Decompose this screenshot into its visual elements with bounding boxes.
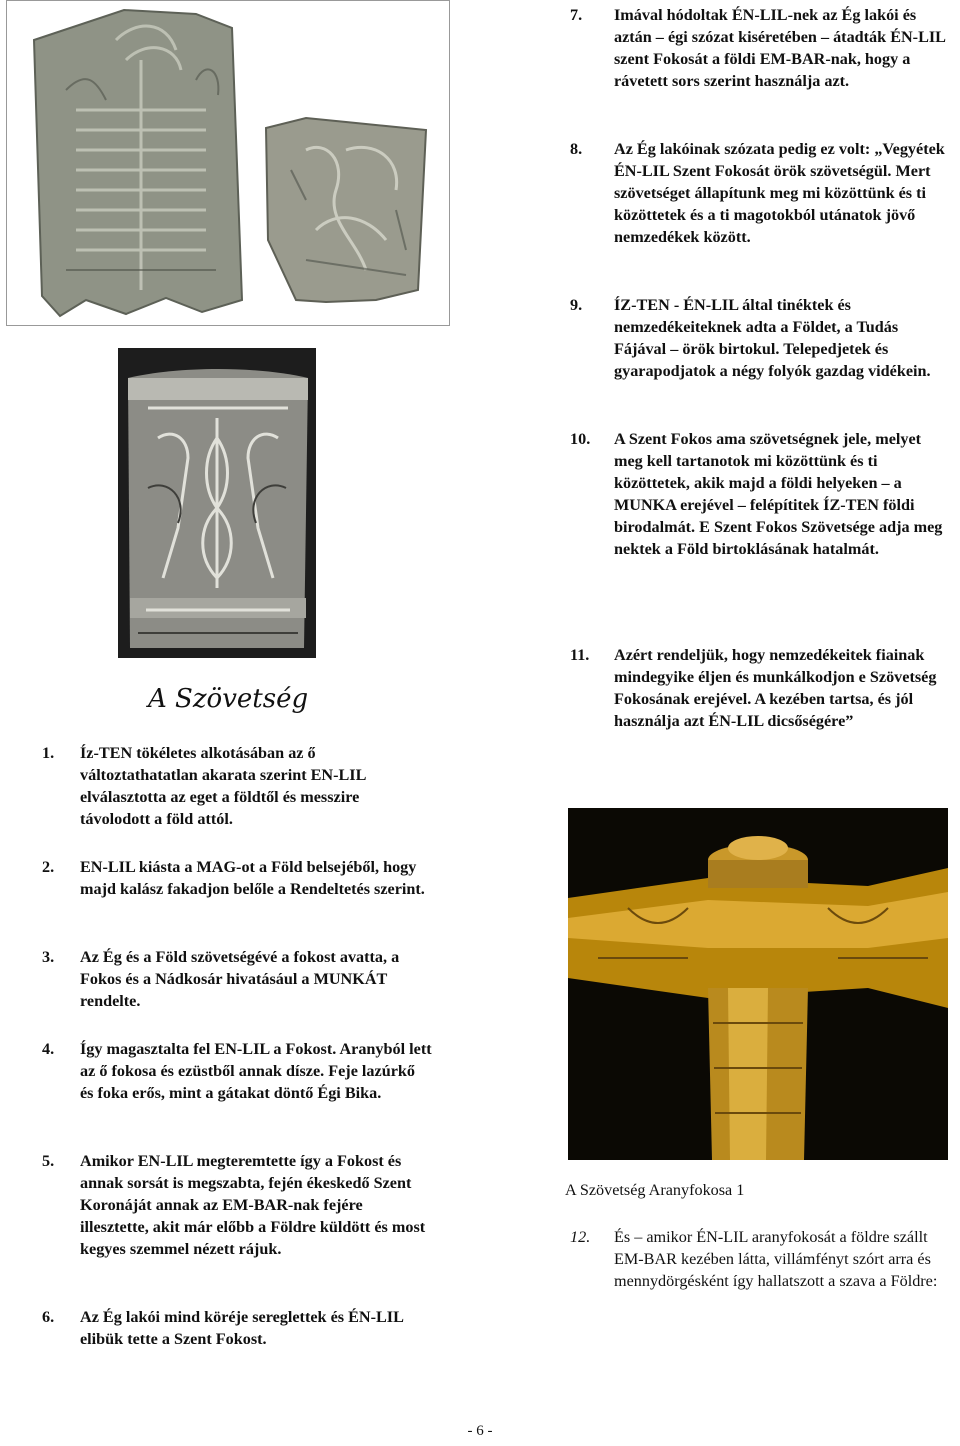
golden-axe-image bbox=[568, 808, 948, 1160]
paragraph-number: 1. bbox=[42, 744, 55, 762]
paragraph-7 bbox=[570, 4, 952, 92]
paragraph-text: Imával hódoltak ÉN-LIL-nek az Ég lakói és aztán – égi szózat kiséretében – átadták ÉN-LIL szent Fokosát a földi EM-BAR-nak, hogy a rávetett sors szerint használja azt. bbox=[614, 6, 946, 90]
paragraph-text: A Szent Fokos ama szövetségnek jele, melyet meg kell tartanotok mi közöttünk és ti közöttetek, akik majd a földi helyeken – a MUNKA erejével – felépítitek ÍZ-TEN földi birodalmát. E Szent Fokos Szövetsége adja meg nektek a Föld birtoklásának hatalmát. bbox=[614, 430, 943, 558]
paragraph-text: Az Ég lakóinak szózata pedig ez volt: „Vegyétek ÉN-LIL Szent Fokosát örök szövetségül. Mert szövetséget állapítunk meg mi közöttünk és ti közöttetek és a ti magotokból utánatok jövő nemzedékek között. bbox=[614, 140, 945, 246]
paragraph-text: ÍZ-TEN - ÉN-LIL által tinéktek és nemzedékeiteknek adta a Földet, a Tudás Fájával – örök birtokul. Telepedjetek és gyarapodjatok a négy folyók gazdag vidékein. bbox=[614, 296, 931, 380]
paragraph-5 bbox=[42, 1150, 432, 1260]
paragraph-number: 12. bbox=[570, 1228, 591, 1246]
paragraph-number: 3. bbox=[42, 948, 55, 966]
paragraph-number: 2. bbox=[42, 858, 55, 876]
paragraph-text: És – amikor ÉN-LIL aranyfokosát a földre szállt EM-BAR kezében látta, villámfényt szórt arra és mennydörgésként így hallatszott a szava a Földre: bbox=[614, 1228, 938, 1290]
paragraph-text: EN-LIL kiásta a MAG-ot a Föld belsejéből, hogy majd kalász fakadjon belőle a Rendeltetés szerint. bbox=[80, 858, 425, 898]
paragraph-text: Az Ég lakói mind köréje sereglettek és ÉN-LIL elibük tette a Szent Fokost. bbox=[80, 1308, 403, 1348]
paragraph-1 bbox=[42, 742, 432, 830]
paragraph-11 bbox=[570, 644, 960, 732]
paragraph-12 bbox=[570, 1226, 954, 1292]
paragraph-2 bbox=[42, 856, 432, 900]
paragraph-text: Az Ég és a Föld szövetségévé a fokost avatta, a Fokos és a Nádkosár hivatásául a MUNKÁT rendelte. bbox=[80, 948, 400, 1010]
paragraph-number: 6. bbox=[42, 1308, 55, 1326]
paragraph-number: 9. bbox=[570, 296, 583, 314]
page-number: - 6 - bbox=[467, 1423, 493, 1439]
paragraph-text: Így magasztalta fel EN-LIL a Fokost. Aranyból lett az ő fokosa és ezüstből annak dísze. Feje lazúrkő és foka erős, mint a gátakat döntő Égi Bika. bbox=[80, 1040, 432, 1102]
paragraph-6 bbox=[42, 1306, 432, 1350]
paragraph-text: Azért rendeljük, hogy nemzedékeitek fiainak mindegyike éljen és munkálkodjon e Szövetség Fokosának erejével. A kezében tartsa, és jól használja azt ÉN-LIL dicsőségére” bbox=[614, 646, 937, 730]
section-heading: A Szövetség bbox=[148, 684, 309, 714]
paragraph-text: Íz-TEN tökéletes alkotásában az ő változtathatatlan akarata szerint EN-LIL elválasztotta az eget a földtől és messzire távolodott a föld attól. bbox=[80, 744, 366, 828]
paragraph-9 bbox=[570, 294, 952, 382]
image-caption: A Szövetség Aranyfokosa 1 bbox=[565, 1181, 745, 1199]
paragraph-number: 8. bbox=[570, 140, 583, 158]
paragraph-8 bbox=[570, 138, 952, 248]
paragraph-number: 11. bbox=[570, 646, 590, 664]
paragraph-text: Amikor EN-LIL megteremtette így a Fokost és annak sorsát is megszabta, fején ékeskedő Szent Koronáját annak az EM-BAR-nak fejére illesztette, akit már előbb a Földre küldött és most kegyes szemmel nézett rájuk. bbox=[80, 1152, 426, 1258]
paragraph-4 bbox=[42, 1038, 432, 1104]
paragraph-number: 5. bbox=[42, 1152, 55, 1170]
paragraph-number: 10. bbox=[570, 430, 591, 448]
paragraph-number: 4. bbox=[42, 1040, 55, 1058]
stone-relief-image bbox=[6, 0, 450, 326]
paragraph-10 bbox=[570, 428, 952, 560]
paragraph-3 bbox=[42, 946, 432, 1012]
paragraph-number: 7. bbox=[570, 6, 583, 24]
silver-vessel-image bbox=[118, 348, 316, 658]
